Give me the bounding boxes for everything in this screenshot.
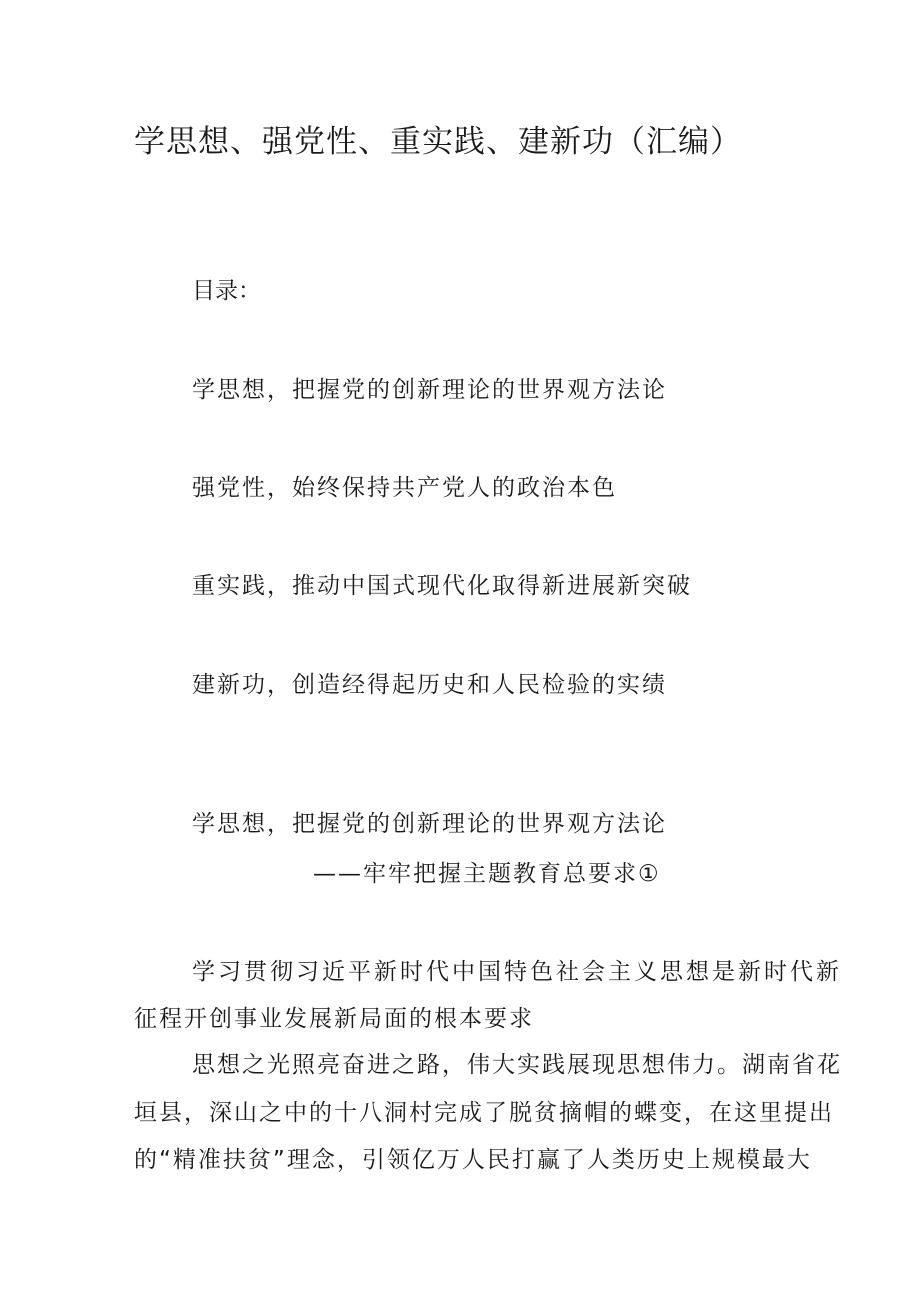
toc-label: 目录：: [192, 278, 261, 304]
toc-item: 重实践，推动中国式现代化取得新进展新突破: [192, 573, 692, 599]
section-subheading: ——牢牢把握主题教育总要求①: [313, 861, 661, 887]
body-paragraph-line: 征程开创事业发展新局面的根本要求: [134, 1006, 534, 1032]
toc-item: 学思想，把握党的创新理论的世界观方法论: [192, 377, 667, 403]
body-paragraph-line: 学习贯彻习近平新时代中国特色社会主义思想是新时代新: [192, 959, 842, 985]
body-paragraph-line: 的“精准扶贫”理念，引领亿万人民打赢了人类历史上规模最大: [134, 1147, 812, 1173]
section-heading: 学思想，把握党的创新理论的世界观方法论: [192, 811, 667, 837]
body-paragraph-line: 思想之光照亮奋进之路，伟大实践展现思想伟力。湖南省花: [192, 1052, 842, 1078]
document-title: 学思想、强党性、重实践、建新功（汇编）: [134, 124, 742, 160]
toc-item: 建新功，创造经得起历史和人民检验的实绩: [192, 672, 667, 698]
body-paragraph-line: 垣县，深山之中的十八洞村完成了脱贫摘帽的蝶变，在这里提出: [134, 1100, 834, 1126]
toc-item: 强党性，始终保持共产党人的政治本色: [192, 475, 617, 501]
